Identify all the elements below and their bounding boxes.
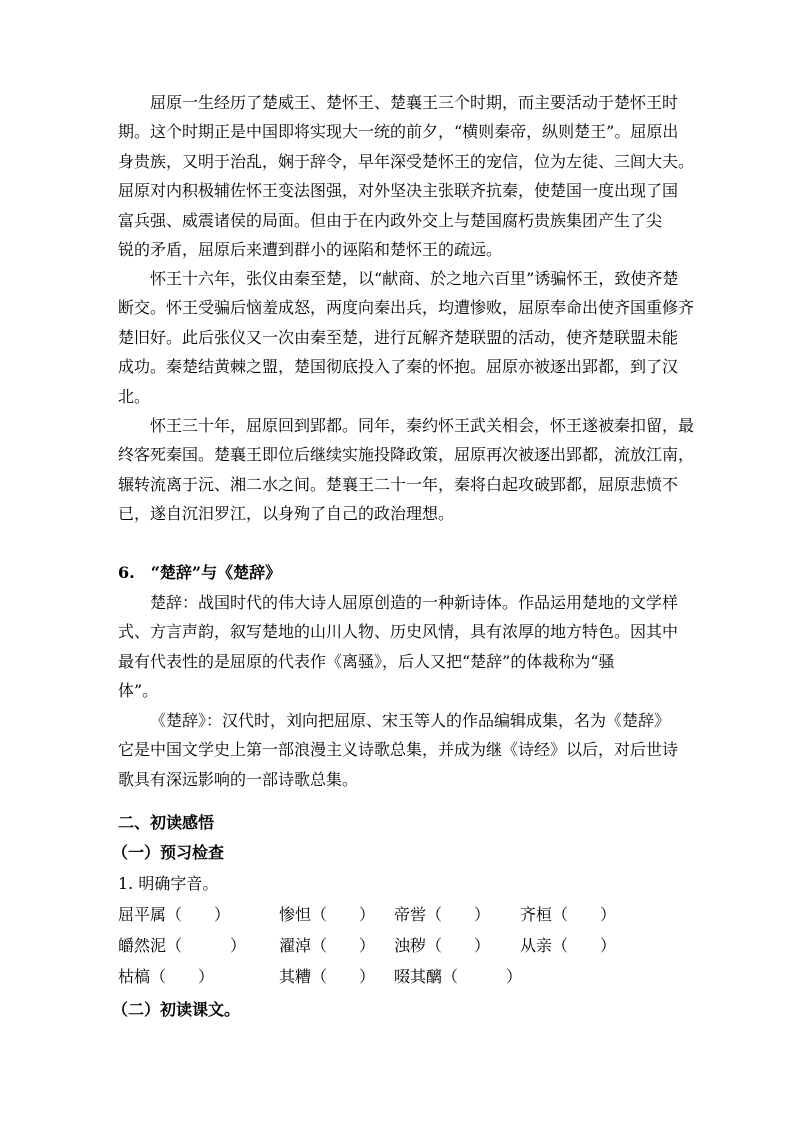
pronunciation-row xyxy=(118,900,678,931)
text-line: 已，遂自沉汨罗江，以身殉了自己的政治理想。 xyxy=(118,504,455,524)
pronunciation-item: 惨怛（ ） xyxy=(279,905,376,924)
text-line: 式、方言声韵，叙写楚地的山川人物、历史风情，具有浓厚的地方特色。因其中 xyxy=(118,622,679,642)
text-line: 期。这个时期正是中国即将实现大一统的前夕，“横则秦帝，纵则楚王”。屈原出 xyxy=(118,122,679,142)
heading-chuci: 6. “楚辞”与《楚辞》 xyxy=(118,563,282,582)
pronunciation-row xyxy=(118,962,678,993)
text-line: 它是中国文学史上第一部浪漫主义诗歌总集，并成为继《诗经》以后，对后世诗 xyxy=(118,740,679,760)
pronunciation-item: 屈平属（ ） xyxy=(118,905,231,924)
text-line: 怀王十六年，张仪由秦至楚，以“献商、於之地六百里”诱骗怀王，致使齐楚 xyxy=(150,269,679,288)
paragraph-qu-yuan-life xyxy=(118,88,695,264)
subheading-first-reading-text: （二）初读课文。 xyxy=(112,1000,241,1019)
pronunciation-item: 帝喾（ ） xyxy=(394,905,491,924)
text-line: 屈原一生经历了楚威王、楚怀王、楚襄王三个时期，而主要活动于楚怀王时 xyxy=(150,93,679,112)
item-pronunciation: 1. 明确字音。 xyxy=(118,874,219,893)
text-line: 北。 xyxy=(118,386,151,406)
text-line: 《楚辞》：汉代时，刘向把屈原、宋玉等人的作品编辑成集，名为《楚辞》 xyxy=(150,711,671,730)
text-line: 体”。 xyxy=(118,681,159,701)
subheading-preview-check: （一）预习检查 xyxy=(112,843,225,862)
text-line: 断交。怀王受骗后恼羞成怒，两度向秦出兵，均遭惨败，屈原奉命出使齐国重修齐 xyxy=(118,298,695,318)
text-line: 终客死秦国。楚襄王即位后继续实施投降政策，屈原再次被逐出郢都，流放江南， xyxy=(118,445,695,465)
pronunciation-item: 枯槁（ ） xyxy=(118,967,215,986)
text-line: 富兵强、威震诸侯的局面。但由于在内政外交上与楚国腐朽贵族集团产生了尖 xyxy=(118,210,663,230)
text-line: 锐的矛盾，屈原后来遭到群小的诬陷和楚怀王的疏远。 xyxy=(118,239,503,259)
text-line: 辗转流离于沅、湘二水之间。楚襄王二十一年，秦将白起攻破郢都，屈原悲愤不 xyxy=(118,474,679,494)
text-line: 楚旧好。此后张仪又一次由秦至楚，进行瓦解齐楚联盟的活动，使齐楚联盟未能 xyxy=(118,327,679,347)
text-line: 最有代表性的是屈原的代表作《离骚》，后人又把“楚辞”的体裁称为“骚 xyxy=(118,651,615,671)
section-heading-first-reading: 二、初读感悟 xyxy=(118,813,215,832)
text-line: 歌具有深远影响的一部诗歌总集。 xyxy=(118,769,359,789)
pronunciation-item: 啜其醨（ ） xyxy=(394,967,523,986)
paragraph-exile xyxy=(118,411,695,529)
text-line: 屈原对内积极辅佐怀王变法图强，对外坚决主张联齐抗秦，使楚国一度出现了国 xyxy=(118,181,679,201)
pronunciation-row xyxy=(118,931,678,962)
pronunciation-item: 皭然泥（ ） xyxy=(118,936,247,955)
pronunciation-item: 其糟（ ） xyxy=(279,967,376,986)
paragraph-zhang-yi xyxy=(118,264,695,411)
pronunciation-item: 浊秽（ ） xyxy=(394,936,491,955)
text-line: 成功。秦楚结黄棘之盟，楚国彻底投入了秦的怀抱。屈原亦被逐出郢都，到了汉 xyxy=(118,357,679,377)
pronunciation-grid xyxy=(118,900,678,993)
paragraph-chuci-definition xyxy=(118,588,678,706)
paragraph-chuci-collection xyxy=(118,706,678,794)
pronunciation-item: 从亲（ ） xyxy=(520,936,617,955)
text-line: 怀王三十年，屈原回到郢都。同年，秦约怀王武关相会，怀王遂被秦扣留，最 xyxy=(150,416,695,435)
text-line: 身贵族，又明于治乱，娴于辞令，早年深受楚怀王的宠信，位为左徒、三闾大夫。 xyxy=(118,151,695,171)
pronunciation-item: 齐桓（ ） xyxy=(520,905,617,924)
pronunciation-item: 濯淖（ ） xyxy=(279,936,376,955)
text-line: 楚辞：战国时代的伟大诗人屈原创造的一种新诗体。作品运用楚地的文学样 xyxy=(150,593,679,612)
